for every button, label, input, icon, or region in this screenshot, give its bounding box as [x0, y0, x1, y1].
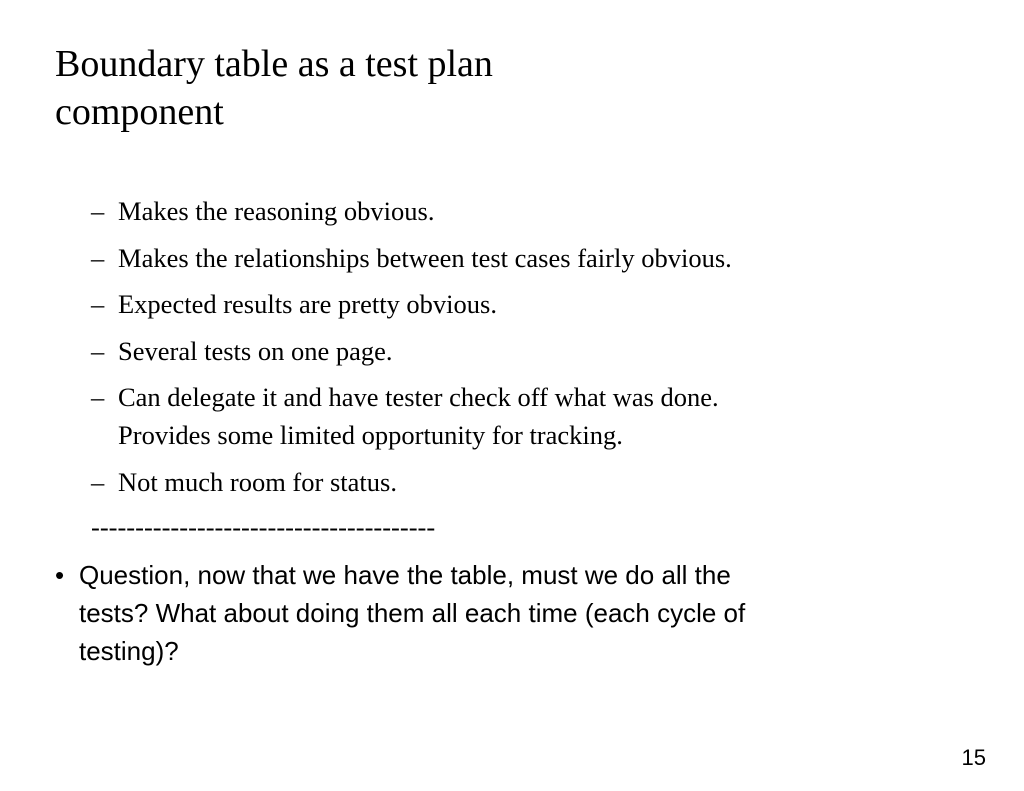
sub-point-reasoning [91, 192, 951, 230]
slide-title-line: component [55, 91, 224, 133]
main-bullet-line: Question, now that we have the table, must we do all the [79, 560, 731, 590]
dash-marker: – [91, 335, 105, 366]
main-bullet-question [55, 556, 955, 670]
sub-point-several-tests [91, 332, 951, 370]
dash-marker: – [91, 289, 105, 319]
sub-point-text: Expected results are pretty obvious. [118, 289, 497, 319]
sub-point-text: Not much room for status. [118, 466, 397, 497]
sub-point-relationships [91, 239, 951, 277]
sub-point-text: Several tests on one page. [118, 335, 393, 366]
sub-point-text: Can delegate it and have tester check off what was done. [118, 382, 719, 412]
sub-point-list [91, 192, 951, 509]
slide-title-line: Boundary table as a test plan [55, 43, 493, 85]
dash-marker: – [91, 466, 105, 497]
sub-point-text: Makes the reasoning obvious. [118, 196, 435, 226]
sub-point-text: Makes the relationships between test cases fairly obvious. [118, 242, 732, 273]
sub-point-expected-results [91, 285, 951, 323]
dash-marker: – [91, 382, 105, 412]
sub-point-status [91, 463, 951, 501]
slide-title [55, 40, 755, 136]
dash-marker: – [91, 242, 105, 273]
dash-marker: – [91, 196, 105, 226]
dashed-divider: --------------------------------------- [91, 512, 436, 542]
page-number: 15 [961, 745, 986, 770]
bullet-marker: • [55, 560, 65, 590]
sub-point-text: Provides some limited opportunity for tracking. [118, 420, 623, 450]
sub-point-delegate [91, 378, 951, 454]
main-bullet-line: tests? What about doing them all each time (each cycle of [79, 598, 746, 628]
main-bullet-line: testing)? [79, 636, 179, 666]
